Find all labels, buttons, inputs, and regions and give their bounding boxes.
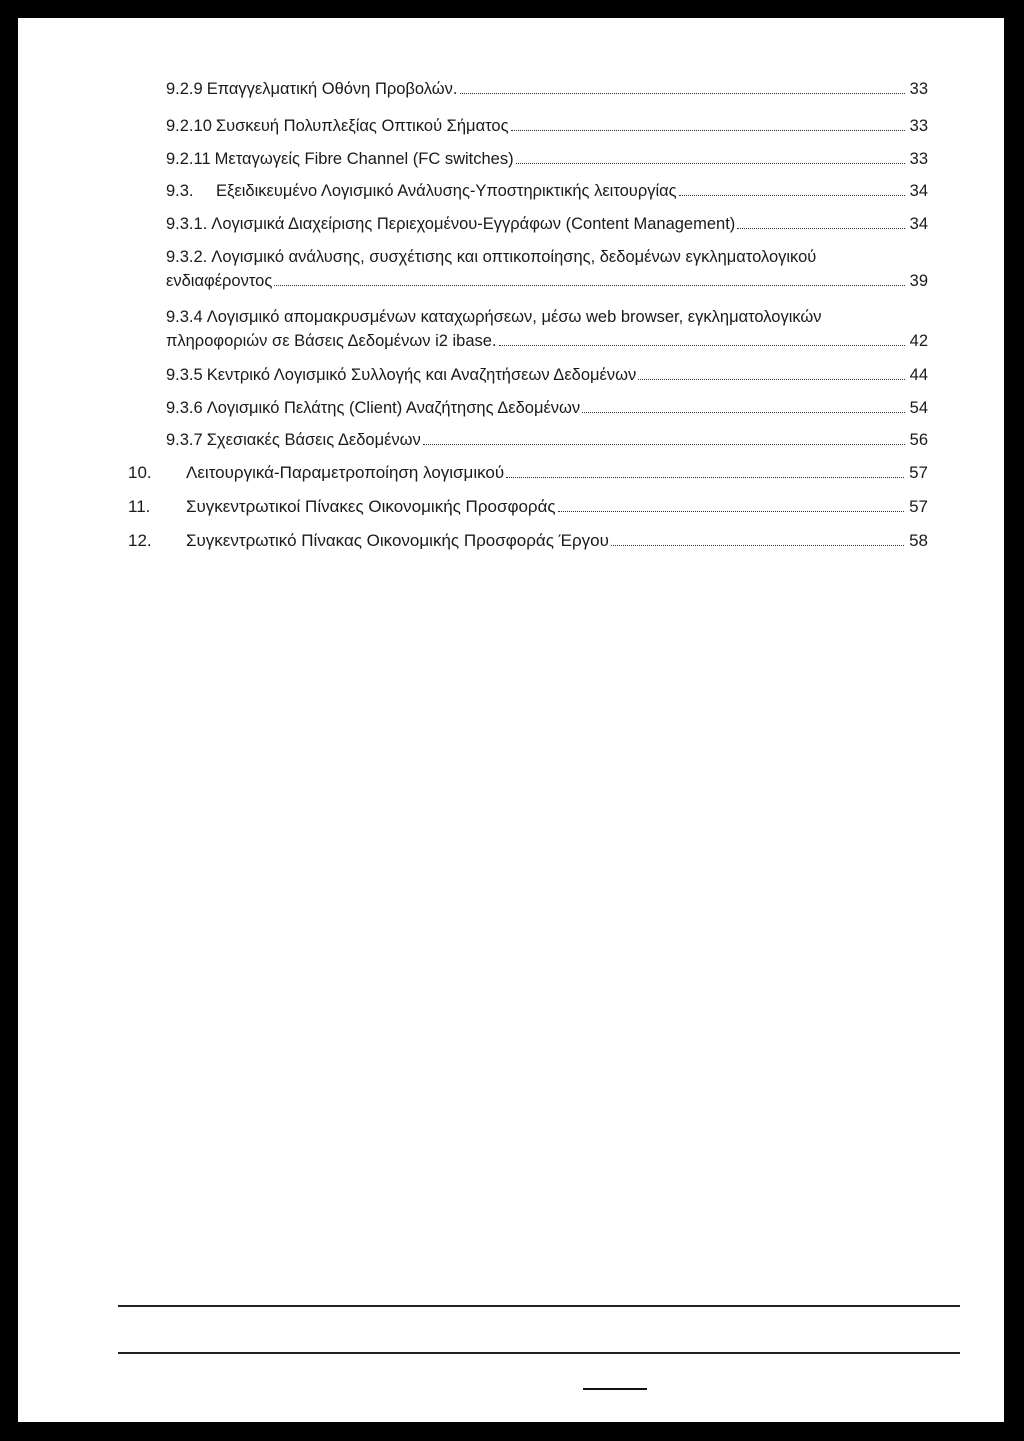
- toc-entry-title: Λογισμικό Πελάτης (Client) Αναζήτησης Δεδομένων: [206, 399, 581, 417]
- toc-entry-number: 9.2.10: [166, 117, 212, 135]
- toc-leader-dots: [516, 162, 905, 164]
- toc-entry-page: 33: [909, 117, 928, 135]
- toc-entry-9-2-11[interactable]: [166, 150, 928, 169]
- toc-entry-9-2-9[interactable]: [166, 80, 928, 99]
- toc-entry-page: 33: [909, 150, 928, 168]
- toc-entry-9-3-2-line2[interactable]: [166, 272, 928, 291]
- toc-entry-title: Συγκεντρωτικό Πίνακας Οικονομικής Προσφοράς Έργου: [186, 531, 609, 550]
- toc-leader-dots: [506, 476, 904, 478]
- toc-entry-number: 9.3.6: [166, 399, 203, 417]
- toc-leader-dots: [499, 344, 905, 346]
- toc-entry-number: 10.: [128, 463, 152, 482]
- footer-rule-top: [118, 1305, 960, 1307]
- toc-entry-title: Κεντρικό Λογισμικό Συλλογής και Αναζητήσεων Δεδομένων: [206, 366, 637, 384]
- toc-leader-dots: [582, 411, 904, 413]
- toc-entry-title: Μεταγωγείς Fibre Channel (FC switches): [214, 150, 514, 168]
- footer-mark: [583, 1388, 647, 1390]
- toc-entry-page: 34: [909, 215, 928, 233]
- toc-leader-dots: [611, 544, 904, 546]
- toc-leader-dots: [511, 129, 905, 131]
- toc-entry-9-3-6[interactable]: [166, 399, 928, 418]
- toc-entry-number: 11.: [128, 497, 151, 516]
- toc-entry-9-3-5[interactable]: [166, 366, 928, 385]
- toc-entry-number: 9.3.4: [166, 308, 203, 326]
- toc-entry-number: 9.3.1.: [166, 215, 208, 233]
- toc-entry-title: Λειτουργικά-Παραμετροποίηση λογισμικού: [186, 463, 505, 482]
- toc-leader-dots: [737, 227, 904, 229]
- toc-entry-title: Επαγγελματική Οθόνη Προβολών.: [206, 80, 458, 98]
- toc-entry-page: 56: [909, 431, 928, 449]
- document-page: [18, 18, 1004, 1422]
- toc-entry-9-3-1[interactable]: [166, 215, 928, 234]
- toc-entry-9-3-4-line2[interactable]: [166, 332, 928, 351]
- toc-entry-10[interactable]: [128, 463, 928, 483]
- toc-leader-dots: [558, 510, 904, 512]
- toc-entry-11[interactable]: [128, 497, 928, 517]
- toc-entry-number: 9.2.11: [166, 150, 211, 168]
- toc-entry-title-continued: ενδιαφέροντος: [166, 272, 273, 290]
- toc-entry-title: Λογισμικά Διαχείρισης Περιεχομένου-Εγγράφων (Content Management): [211, 215, 736, 233]
- toc-leader-dots: [679, 194, 905, 196]
- toc-entry-12[interactable]: [128, 531, 928, 551]
- toc-entry-title: Σχεσιακές Βάσεις Δεδομένων: [206, 431, 421, 449]
- toc-entry-9-3-7[interactable]: [166, 431, 928, 450]
- toc-entry-page: 54: [909, 399, 928, 417]
- toc-entry-title: Συγκεντρωτικοί Πίνακες Οικονομικής Προσφοράς: [186, 497, 556, 516]
- toc-entry-number: 12.: [128, 531, 152, 550]
- toc-entry-page: 58: [909, 531, 928, 550]
- toc-entry-number: 9.2.9: [166, 80, 203, 98]
- toc-leader-dots: [423, 443, 905, 445]
- toc-entry-page: 42: [909, 332, 928, 350]
- toc-entry-title: Συσκευή Πολυπλεξίας Οπτικού Σήματος: [215, 117, 509, 135]
- toc-entry-title: Λογισμικό ανάλυσης, συσχέτισης και οπτικοποίησης, δεδομένων εγκληματολογικού: [211, 248, 817, 266]
- toc-entry-9-2-10[interactable]: [166, 117, 928, 136]
- footer-rule-bottom: [118, 1352, 960, 1354]
- table-of-contents: [18, 18, 1004, 618]
- toc-leader-dots: [274, 284, 904, 286]
- toc-entry-number: 9.3.: [166, 182, 194, 200]
- toc-entry-title: Λογισμικό απομακρυσμένων καταχωρήσεων, μέσω web browser, εγκληματολογικών: [206, 308, 822, 326]
- toc-entry-title-continued: πληροφοριών σε Βάσεις Δεδομένων i2 ibase.: [166, 332, 497, 350]
- toc-entry-page: 39: [909, 272, 928, 290]
- toc-leader-dots: [638, 378, 904, 380]
- toc-entry-number: 9.3.7: [166, 431, 203, 449]
- toc-entry-page: 57: [909, 463, 928, 482]
- toc-entry-page: 57: [909, 497, 928, 516]
- toc-entry-9-3-2-line1[interactable]: [166, 248, 928, 267]
- toc-entry-number: 9.3.2.: [166, 248, 208, 266]
- toc-entry-page: 44: [909, 366, 928, 384]
- toc-entry-9-3[interactable]: [166, 182, 928, 201]
- toc-entry-page: 34: [909, 182, 928, 200]
- toc-entry-9-3-4-line1[interactable]: [166, 308, 928, 327]
- toc-entry-number: 9.3.5: [166, 366, 203, 384]
- toc-entry-title: Εξειδικευμένο Λογισμικό Ανάλυσης-Υποστηρικτικής λειτουργίας: [216, 182, 677, 200]
- toc-leader-dots: [460, 92, 905, 94]
- toc-entry-page: 33: [909, 80, 928, 98]
